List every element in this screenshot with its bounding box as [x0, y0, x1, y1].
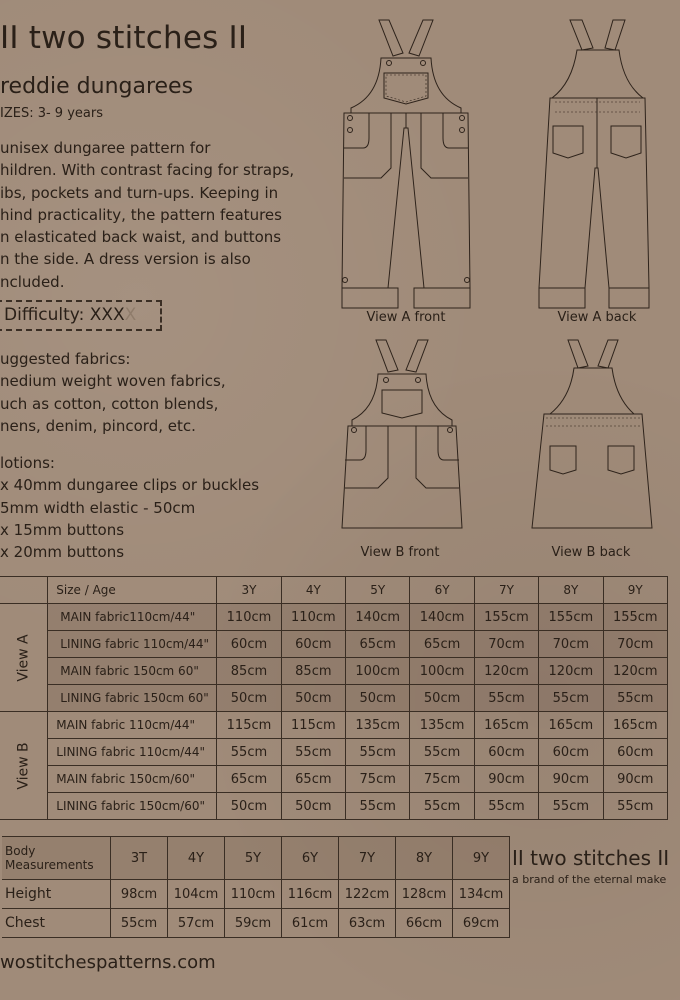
- view-label: View A: [15, 633, 32, 682]
- yardage-value: 70cm: [603, 631, 667, 658]
- size-age-header: Size / Age: [48, 577, 217, 604]
- yardage-value: 155cm: [603, 604, 667, 631]
- description-line: hind practicality, the pattern features: [0, 205, 282, 224]
- yardage-value: 60cm: [474, 739, 538, 766]
- measurement-value: 66cm: [396, 909, 453, 938]
- yardage-value: 65cm: [281, 766, 345, 793]
- yardage-value: 55cm: [603, 685, 667, 712]
- yardage-value: 55cm: [346, 739, 410, 766]
- fabric-label: LINING fabric 110cm/44": [48, 631, 217, 658]
- size-header: 8Y: [396, 837, 453, 880]
- table-row: [0, 766, 668, 793]
- yardage-value: 165cm: [539, 712, 603, 739]
- measurement-value: 128cm: [396, 880, 453, 909]
- yardage-value: 165cm: [603, 712, 667, 739]
- measurement-value: 57cm: [168, 909, 225, 938]
- yardage-value: 90cm: [603, 766, 667, 793]
- view-b-back-caption: View B back: [551, 545, 631, 560]
- view-a-front-caption: View A front: [366, 310, 446, 325]
- fabrics-heading: uggested fabrics:: [0, 350, 131, 368]
- view-a-back-caption: View A back: [557, 310, 637, 325]
- view-a-front-illustration: [341, 18, 471, 312]
- table-header-row: [0, 577, 668, 604]
- table-header-row: [2, 837, 510, 880]
- yardage-value: 110cm: [281, 604, 345, 631]
- view-a-back-illustration: [535, 18, 660, 312]
- table-row: [2, 909, 510, 938]
- yardage-value: 90cm: [474, 766, 538, 793]
- notions-line: x 40mm dungaree clips or buckles: [0, 476, 260, 495]
- measurement-value: 61cm: [282, 909, 339, 938]
- table-row: [0, 712, 668, 739]
- yardage-value: 55cm: [281, 739, 345, 766]
- yardage-value: 100cm: [346, 658, 410, 685]
- description: [0, 137, 294, 293]
- body-measurements-header: Body Measurements: [2, 837, 111, 880]
- size-header: 5Y: [346, 577, 410, 604]
- description-line: n elasticated back waist, and buttons: [0, 228, 282, 247]
- body-measurements-table: [2, 836, 510, 938]
- view-label-cell: [0, 604, 48, 712]
- size-header: 8Y: [539, 577, 603, 604]
- fabrics-line: nens, denim, pincord, etc.: [0, 416, 196, 435]
- brand-footer-logo: II two stitches II: [512, 846, 670, 870]
- suggested-fabrics: [0, 348, 226, 437]
- measurement-label: Chest: [2, 909, 111, 938]
- table-row: [0, 631, 668, 658]
- yardage-value: 140cm: [346, 604, 410, 631]
- size-header: 7Y: [339, 837, 396, 880]
- description-line: n the side. A dress version is also: [0, 250, 251, 269]
- size-header: 5Y: [225, 837, 282, 880]
- yardage-value: 55cm: [410, 739, 474, 766]
- yardage-value: 55cm: [217, 739, 281, 766]
- view-label-cell: [0, 712, 48, 820]
- yardage-value: 120cm: [603, 658, 667, 685]
- table-row: [0, 604, 668, 631]
- fabric-label: MAIN fabric110cm/44": [48, 604, 217, 631]
- difficulty-box: [0, 300, 162, 331]
- fabric-label: LINING fabric 110cm/44": [48, 739, 217, 766]
- yardage-value: 55cm: [603, 793, 667, 820]
- table-row: [2, 880, 510, 909]
- difficulty-label: Difficulty:: [4, 305, 90, 325]
- yardage-value: 65cm: [410, 631, 474, 658]
- yardage-value: 55cm: [346, 793, 410, 820]
- table-row: [0, 658, 668, 685]
- fabric-label: MAIN fabric 110cm/44": [48, 712, 217, 739]
- measurement-value: 69cm: [453, 909, 510, 938]
- yardage-value: 50cm: [346, 685, 410, 712]
- view-b-front-illustration: [340, 338, 465, 542]
- yardage-value: 60cm: [539, 739, 603, 766]
- measurement-value: 98cm: [111, 880, 168, 909]
- yardage-value: 60cm: [217, 631, 281, 658]
- yardage-value: 60cm: [281, 631, 345, 658]
- yardage-value: 75cm: [346, 766, 410, 793]
- table-row: [0, 739, 668, 766]
- measurement-value: 63cm: [339, 909, 396, 938]
- yardage-value: 140cm: [410, 604, 474, 631]
- view-b-back-illustration: [530, 338, 655, 542]
- size-header: 4Y: [281, 577, 345, 604]
- yardage-value: 110cm: [217, 604, 281, 631]
- yardage-value: 165cm: [474, 712, 538, 739]
- yardage-value: 90cm: [539, 766, 603, 793]
- view-b-front-caption: View B front: [360, 545, 440, 560]
- difficulty-rating: XXX: [89, 305, 125, 325]
- size-header: 6Y: [410, 577, 474, 604]
- size-header: 4Y: [168, 837, 225, 880]
- size-header: 7Y: [474, 577, 538, 604]
- yardage-value: 50cm: [281, 793, 345, 820]
- description-line: hildren. With contrast facing for straps,: [0, 161, 295, 180]
- yardage-value: 70cm: [474, 631, 538, 658]
- brand-logo: II two stitches II: [0, 20, 248, 56]
- description-line: ibs, pockets and turn-ups. Keeping in: [0, 183, 279, 202]
- size-range: IZES: 3- 9 years: [0, 106, 103, 121]
- yardage-value: 50cm: [217, 685, 281, 712]
- yardage-value: 120cm: [539, 658, 603, 685]
- yardage-value: 85cm: [281, 658, 345, 685]
- fabrics-line: nedium weight woven fabrics,: [0, 372, 226, 391]
- difficulty-rating-empty: X: [124, 305, 137, 325]
- yardage-value: 60cm: [603, 739, 667, 766]
- yardage-value: 120cm: [474, 658, 538, 685]
- measurement-value: 116cm: [282, 880, 339, 909]
- measurement-value: 55cm: [111, 909, 168, 938]
- yardage-value: 155cm: [474, 604, 538, 631]
- measurement-value: 122cm: [339, 880, 396, 909]
- notions: [0, 452, 259, 563]
- measurement-value: 104cm: [168, 880, 225, 909]
- description-line: ncluded.: [0, 272, 65, 291]
- yardage-value: 65cm: [346, 631, 410, 658]
- description-line: unisex dungaree pattern for: [0, 139, 211, 157]
- size-header: 3Y: [217, 577, 281, 604]
- view-label: View B: [15, 741, 32, 790]
- yardage-value: 50cm: [410, 685, 474, 712]
- yardage-value: 135cm: [410, 712, 474, 739]
- corner-cell: [0, 577, 48, 604]
- notions-line: x 15mm buttons: [0, 520, 125, 539]
- size-header: 6Y: [282, 837, 339, 880]
- yardage-value: 155cm: [539, 604, 603, 631]
- yardage-value: 115cm: [217, 712, 281, 739]
- fabric-label: MAIN fabric 150cm 60": [48, 658, 217, 685]
- measurement-value: 134cm: [453, 880, 510, 909]
- yardage-value: 65cm: [217, 766, 281, 793]
- yardage-value: 70cm: [539, 631, 603, 658]
- pattern-title: reddie dungarees: [0, 74, 194, 99]
- measurement-label: Height: [2, 880, 111, 909]
- yardage-value: 115cm: [281, 712, 345, 739]
- brand-tagline: a brand of the eternal make: [512, 873, 667, 886]
- size-header: 9Y: [603, 577, 667, 604]
- fabric-requirements-table: [0, 576, 668, 820]
- table-row: [0, 793, 668, 820]
- yardage-value: 55cm: [474, 793, 538, 820]
- fabric-label: LINING fabric 150cm/60": [48, 793, 217, 820]
- yardage-value: 55cm: [539, 685, 603, 712]
- fabric-label: LINING fabric 150cm 60": [48, 685, 217, 712]
- yardage-value: 50cm: [281, 685, 345, 712]
- size-header: 9Y: [453, 837, 510, 880]
- table-row: [0, 685, 668, 712]
- measurement-value: 110cm: [225, 880, 282, 909]
- notions-line: 5mm width elastic - 50cm: [0, 498, 196, 517]
- yardage-value: 50cm: [217, 793, 281, 820]
- yardage-value: 75cm: [410, 766, 474, 793]
- yardage-value: 55cm: [539, 793, 603, 820]
- notions-heading: lotions:: [0, 454, 55, 472]
- yardage-value: 55cm: [474, 685, 538, 712]
- yardage-value: 85cm: [217, 658, 281, 685]
- size-header: 3T: [111, 837, 168, 880]
- website-link[interactable]: wostitchespatterns.com: [0, 952, 216, 973]
- measurement-value: 59cm: [225, 909, 282, 938]
- fabrics-line: uch as cotton, cotton blends,: [0, 394, 219, 413]
- yardage-value: 100cm: [410, 658, 474, 685]
- yardage-value: 135cm: [346, 712, 410, 739]
- yardage-value: 55cm: [410, 793, 474, 820]
- notions-line: x 20mm buttons: [0, 543, 125, 562]
- fabric-label: MAIN fabric 150cm/60": [48, 766, 217, 793]
